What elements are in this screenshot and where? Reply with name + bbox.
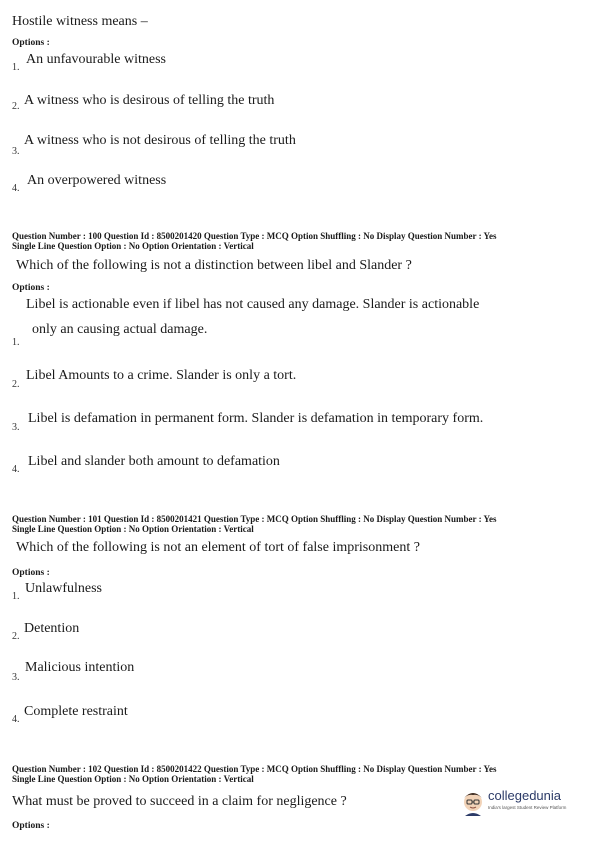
question-meta: Question Number : 101 Question Id : 8500201421 Question Type : MCQ Option Shuffling : No Display Question Number : Yes	[12, 514, 497, 524]
option-text: Libel Amounts to a crime. Slander is only a tort.	[26, 368, 297, 383]
option-number: 1.	[12, 337, 20, 348]
option-number: 1.	[12, 62, 20, 73]
brand-name: collegedunia	[488, 788, 562, 803]
student-avatar-icon	[460, 786, 486, 816]
question-meta: Single Line Question Option : No Option Orientation : Vertical	[12, 774, 254, 784]
question-text: Hostile witness means –	[12, 14, 148, 29]
option-number: 4.	[12, 183, 20, 194]
option-text: Detention	[24, 621, 80, 636]
option-text: Malicious intention	[25, 660, 135, 675]
option-number: 3.	[12, 422, 20, 433]
option-text: An overpowered witness	[27, 173, 167, 188]
options-label: Options :	[12, 821, 50, 831]
question-meta: Question Number : 100 Question Id : 8500201420 Question Type : MCQ Option Shuffling : No Display Question Number : Yes	[12, 231, 497, 241]
options-label: Options :	[12, 568, 50, 578]
question-text: What must be proved to succeed in a claim for negligence ?	[12, 794, 347, 809]
options-label: Options :	[12, 38, 50, 48]
option-text-continued: only an causing actual damage.	[32, 322, 208, 337]
option-text: A witness who is not desirous of telling the truth	[24, 133, 296, 148]
question-meta: Single Line Question Option : No Option Orientation : Vertical	[12, 241, 254, 251]
option-number: 4.	[12, 714, 20, 725]
option-number: 2.	[12, 631, 20, 642]
option-number: 4.	[12, 464, 20, 475]
option-number: 3.	[12, 672, 20, 683]
question-text: Which of the following is not a distinction between libel and Slander ?	[16, 258, 412, 273]
question-meta: Single Line Question Option : No Option Orientation : Vertical	[12, 524, 254, 534]
collegedunia-logo	[460, 786, 570, 818]
option-text: Complete restraint	[24, 704, 128, 719]
option-number: 2.	[12, 379, 20, 390]
option-text: Libel is defamation in permanent form. Slander is defamation in temporary form.	[28, 411, 484, 426]
option-text: Libel is actionable even if libel has not caused any damage. Slander is actionable	[26, 297, 480, 312]
option-text: A witness who is desirous of telling the truth	[24, 93, 275, 108]
option-number: 1.	[12, 591, 20, 602]
option-text: Unlawfulness	[25, 581, 102, 596]
option-text: An unfavourable witness	[26, 52, 166, 67]
question-text: Which of the following is not an element of tort of false imprisonment ?	[16, 540, 420, 555]
option-number: 2.	[12, 101, 20, 112]
question-meta: Question Number : 102 Question Id : 8500201422 Question Type : MCQ Option Shuffling : No Display Question Number : Yes	[12, 764, 497, 774]
brand-tagline: India's largest Student Review Platform	[488, 805, 567, 810]
option-number: 3.	[12, 146, 20, 157]
options-label: Options :	[12, 283, 50, 293]
option-text: Libel and slander both amount to defamation	[28, 454, 280, 469]
